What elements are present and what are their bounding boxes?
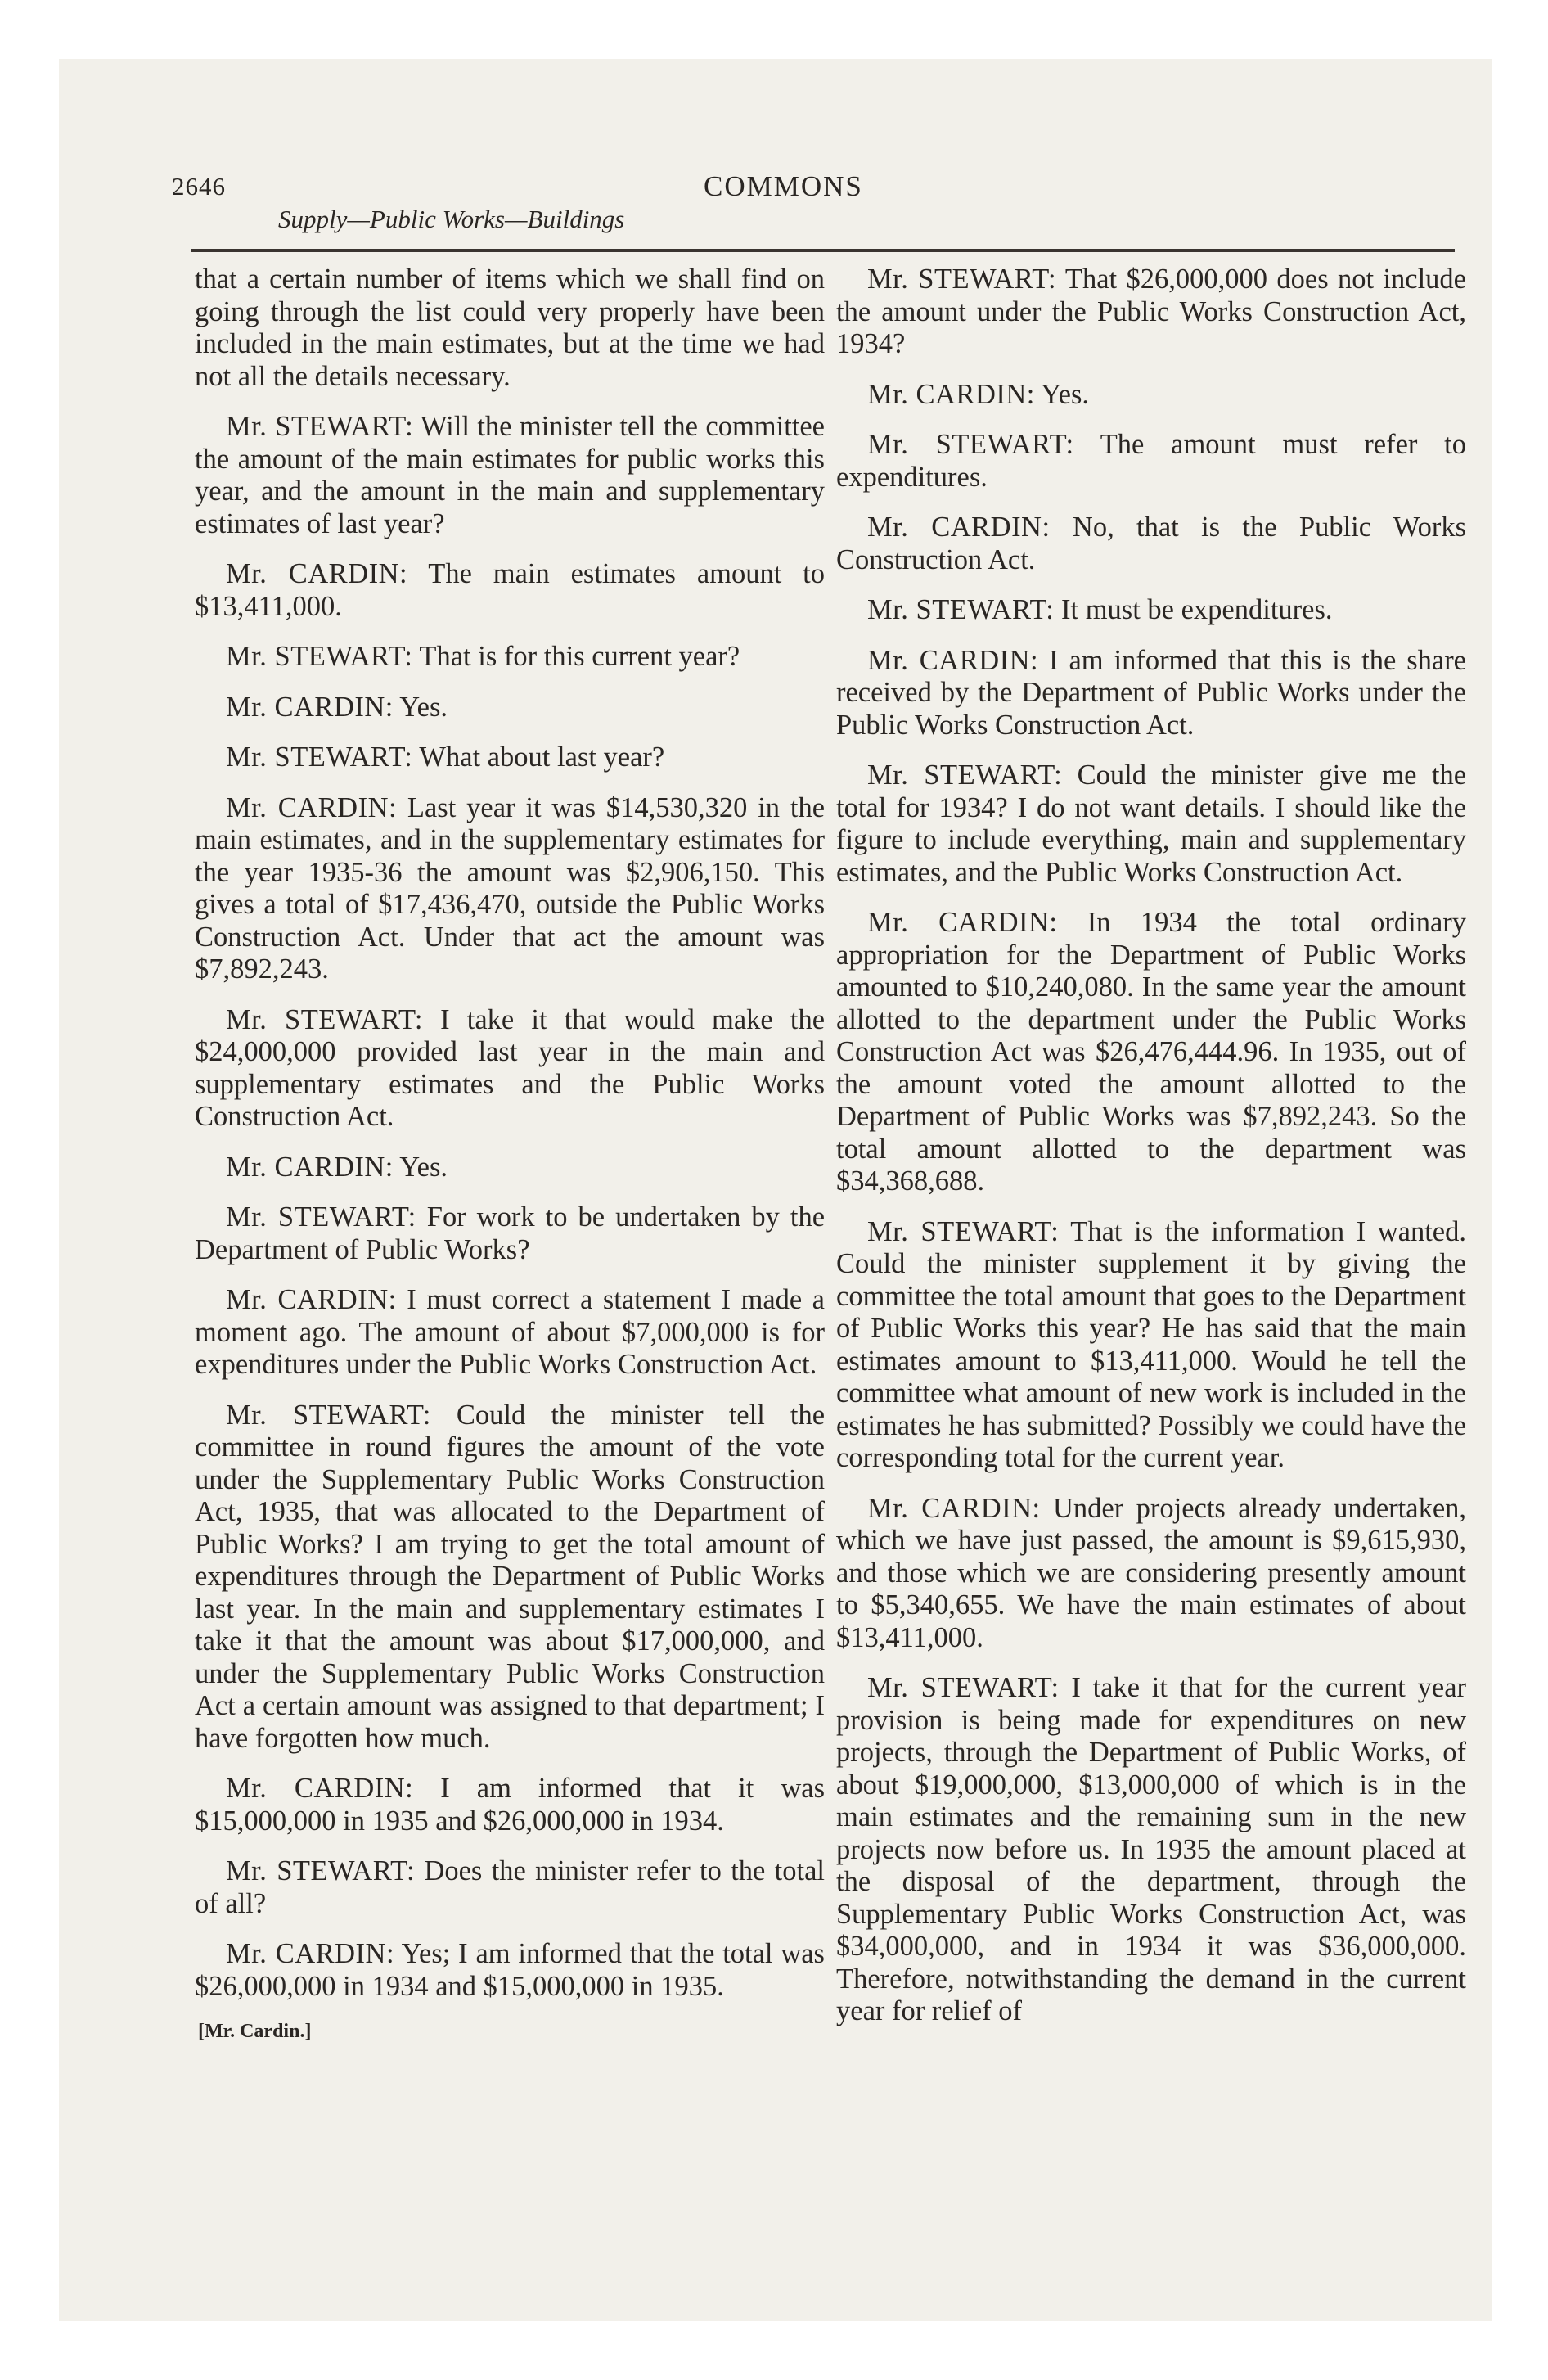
- debate-paragraph: [195, 792, 825, 986]
- speech-text: Yes.: [1041, 378, 1090, 410]
- speaker-name: Mr. CARDIN:: [867, 512, 1051, 543]
- speaker-name: Mr. CARDIN:: [226, 691, 394, 723]
- speech-text: I am informed that it was $15,000,000 in 1935 and $26,000,000 in 1934.: [195, 1773, 825, 1837]
- speech-text: Could the minister give me the total for 1934? I do not want details. I should like the figure to include everything, main and supplementary estimates, and the Public Works Construction Act.: [836, 760, 1467, 888]
- speaker-name: Mr. CARDIN:: [867, 907, 1058, 938]
- debate-paragraph: [836, 594, 1466, 627]
- speech-text: The main estimates amount to $13,411,000.: [195, 558, 825, 622]
- page-header: [59, 59, 1492, 255]
- speaker-name: Mr. CARDIN:: [226, 791, 398, 823]
- running-head: Supply—Public Works—Buildings: [278, 205, 625, 233]
- debate-paragraph: [195, 641, 825, 674]
- debate-paragraph: [836, 429, 1466, 494]
- speaker-name: Mr. STEWART:: [867, 594, 1055, 625]
- speech-text: That is for this current year?: [419, 641, 740, 672]
- debate-paragraph: [836, 645, 1466, 742]
- speech-text: For work to be undertaken by the Department of Public Works?: [195, 1201, 826, 1265]
- page-number: 2646: [172, 172, 226, 201]
- speech-text: Will the minister tell the committee the amount of the main estimates for public works this year, and the amount in the main and supplementary estimates of last year?: [195, 411, 825, 539]
- speaker-name: Mr. STEWART:: [867, 1215, 1060, 1247]
- speech-text: Yes; I am informed that the total was $26,000,000 in 1934 and $15,000,000 in 1935.: [195, 1938, 825, 2002]
- left-column: [195, 264, 825, 2043]
- debate-paragraph: [195, 692, 825, 724]
- speaker-name: Mr. CARDIN:: [867, 644, 1039, 676]
- speaker-name: Mr. STEWART:: [226, 741, 413, 773]
- debate-paragraph: [195, 1004, 825, 1134]
- speaker-name: Mr. STEWART:: [226, 411, 414, 442]
- debate-paragraph: [195, 558, 825, 623]
- debate-paragraph: [195, 1284, 825, 1382]
- speaker-name: Mr. STEWART:: [226, 1399, 431, 1431]
- speech-text: Under projects already undertaken, which we have just passed, the amount is $9,615,930, and those which we are considering presently amount to $5,340,655. We have the main estimates of about $13,411,000.: [836, 1492, 1467, 1653]
- speech-text: That $26,000,000 does not include the amount under the Public Works Construction Act, 1934?: [836, 264, 1466, 359]
- speaker-name: Mr. STEWART:: [867, 760, 1063, 791]
- speech-text: Last year it was $14,530,320 in the main estimates, and in the supplementary estimates for the year 1935-36 the amount was $2,906,150. This gives a total of $17,436,470, outside the Public Works Construction Act. Under that act the amount was $7,892,243.: [195, 791, 826, 985]
- speech-text: I must correct a statement I made a moment ago. The amount of about $7,000,000 is for expenditures under the Public Works Construction Act.: [195, 1284, 825, 1380]
- speaker-name: Mr. STEWART:: [226, 1003, 423, 1035]
- speaker-footer-tag: [Mr. Cardin.]: [198, 2021, 312, 2042]
- debate-paragraph: [195, 741, 825, 774]
- debate-paragraph: [836, 379, 1466, 412]
- debate-paragraph: [195, 1400, 825, 1756]
- debate-paragraph: [195, 1938, 825, 2003]
- speaker-name: Mr. CARDIN:: [867, 1492, 1041, 1524]
- speaker-name: Mr. CARDIN:: [226, 1284, 397, 1315]
- debate-paragraph: [195, 411, 825, 540]
- speech-text: Yes.: [399, 1151, 448, 1183]
- debate-paragraph: [836, 1493, 1466, 1655]
- header-rule: [191, 249, 1455, 252]
- debate-paragraph: [195, 264, 825, 393]
- speech-text: Could the minister tell the committee in round figures the amount of the vote under the Supplementary Public Works Construction Act, 1935, that was allocated to the Department of Public Works? I am trying to get the total amount of expenditures through the Department of Public Works last year. In the main and supplementary estimates I take it that the amount was about $17,000,000, and under the Supplementary Public Works Construction Act a certain amount was assigned to that department; I have forgotten how much.: [195, 1399, 826, 1754]
- debate-paragraph: [836, 907, 1466, 1198]
- debate-paragraph: [836, 760, 1466, 889]
- page-title: COMMONS: [704, 170, 863, 202]
- debate-paragraph: [195, 1855, 825, 1920]
- speech-text: Does the minister refer to the total of all?: [195, 1855, 826, 1919]
- speech-text: The amount must refer to expenditures.: [836, 429, 1466, 493]
- speaker-name: Mr. CARDIN:: [867, 378, 1035, 410]
- speaker-name: Mr. STEWART:: [226, 641, 413, 672]
- debate-paragraph: [195, 1773, 825, 1837]
- speaker-name: Mr. STEWART:: [867, 429, 1074, 460]
- speech-text: It must be expenditures.: [1061, 594, 1333, 625]
- debate-paragraph: [836, 264, 1466, 361]
- speech-text: Yes.: [399, 691, 448, 723]
- debate-paragraph: [195, 1201, 825, 1266]
- right-column: [836, 264, 1466, 2046]
- speech-text: In 1934 the total ordinary appropriation for the Department of Public Works amounted to $10,240,080. In the same year the amount allotted to the department under the Public Works Construction Act was $26,476,444.96. In 1935, out of the amount voted the amount allotted to the Department of Public Works was $7,892,243. So the total amount allotted to the department was $34,368,688.: [836, 907, 1466, 1197]
- debate-paragraph: [836, 1216, 1466, 1475]
- scanned-page: [59, 59, 1492, 2321]
- speech-text: That is the information I wanted. Could the minister supplement it by giving the committee the total amount that goes to the Department of Public Works this year? He has said that the main estimates amount to $13,411,000. Would he tell the committee what amount of new work is included in the estimates he has submitted? Possibly we could have the corresponding total for the current year.: [836, 1215, 1466, 1473]
- speaker-name: Mr. STEWART:: [226, 1855, 416, 1886]
- speech-text: that a certain number of items which we shall find on going through the list could very properly have been included in the main estimates, but at the time we had not all the details necessary.: [195, 264, 825, 392]
- speech-text: I take it that for the current year provision is being made for expenditures on new projects, through the Department of Public Works, of about $19,000,000, $13,000,000 of which is in the main estimates and the remaining sum in the new projects now before us. In 1935 the amount placed at the disposal of the department, through the Supplementary Public Works Construction Act, was $34,000,000, and in 1934 it was $36,000,000. Therefore, notwithstanding the demand in the current year for relief of: [836, 1672, 1467, 2026]
- debate-paragraph: [836, 1672, 1466, 2028]
- speaker-name: Mr. CARDIN:: [226, 1151, 394, 1183]
- speaker-name: Mr. STEWART:: [867, 264, 1057, 295]
- debate-paragraph: [836, 512, 1466, 576]
- speaker-name: Mr. STEWART:: [226, 1201, 416, 1233]
- speaker-name: Mr. CARDIN:: [226, 1773, 414, 1804]
- speaker-name: Mr. CARDIN:: [226, 558, 408, 589]
- speech-text: I am informed that this is the share received by the Department of Public Works under the Public Works Construction Act.: [836, 644, 1466, 741]
- speaker-name: Mr. CARDIN:: [226, 1938, 395, 1969]
- speaker-name: Mr. STEWART:: [867, 1672, 1060, 1703]
- debate-paragraph: [195, 1152, 825, 1184]
- speech-text: No, that is the Public Works Construction Act.: [836, 512, 1467, 575]
- speech-text: What about last year?: [419, 741, 665, 773]
- speech-text: I take it that would make the $24,000,000 provided last year in the main and supplementary estimates and the Public Works Construction Act.: [195, 1003, 826, 1132]
